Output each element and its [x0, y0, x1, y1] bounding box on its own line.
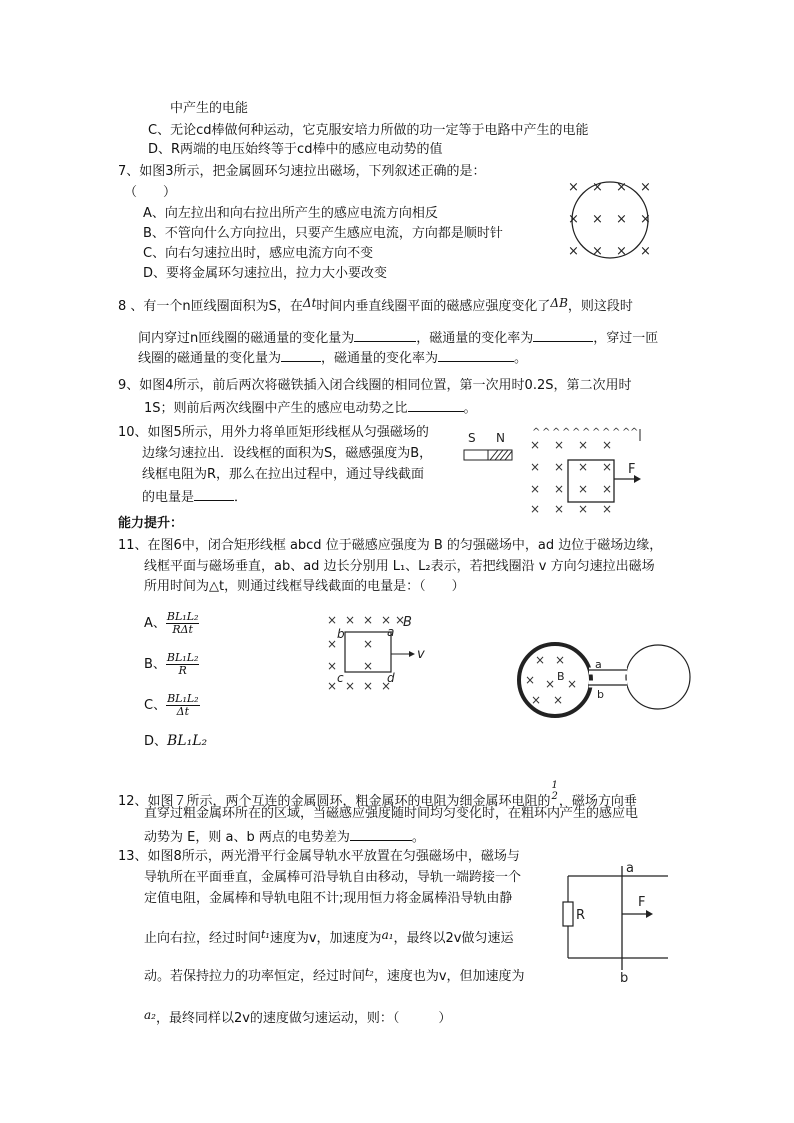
svg-text:×: × — [530, 438, 541, 452]
field-mark: × — [640, 212, 651, 227]
svg-text:×: × — [567, 677, 578, 691]
svg-text:×: × — [363, 679, 374, 693]
q6-line1: 中产生的电能 — [170, 101, 249, 116]
svg-text:×: × — [602, 482, 613, 496]
svg-text:^: ^ — [622, 427, 631, 438]
svg-text:×: × — [578, 482, 589, 496]
svg-text:×: × — [554, 502, 565, 516]
svg-text:×: × — [381, 679, 392, 693]
svg-text:×: × — [525, 673, 536, 687]
svg-text:^: ^ — [582, 427, 591, 438]
q13-line1: 13、如图8所示，两光滑平行金属导轨水平放置在匀强磁场中，磁场与 — [118, 849, 520, 864]
delta-t: Δt — [302, 296, 317, 310]
resistor — [563, 902, 573, 926]
svg-text:×: × — [363, 637, 374, 651]
field-marks — [525, 653, 577, 707]
formula: $\frac{\text{BL₁L₂}}{\text{RΔt}}$ — [166, 610, 199, 636]
answer-blank — [408, 398, 464, 412]
field-mark: × — [616, 180, 627, 195]
field-mark: × — [568, 212, 579, 227]
q11-line3: 所用时间为△t，则通过线框导线截面的电量是：（ ） — [144, 579, 465, 594]
svg-text:×: × — [327, 679, 338, 693]
svg-text:×: × — [535, 653, 546, 667]
q9-line1: 9、如图4所示，前后两次将磁铁插入闭合线圈的相同位置，第一次用时0.2S，第二次用时 — [118, 378, 632, 393]
q12-line1: 12、如图７所示，两个互连的金属圆环，粗金属环的电阻为细金属环电阻的 1 2 ，磁场方向垂 — [118, 780, 637, 809]
label-c: c — [337, 671, 344, 685]
q9-line2: 1S；则前后两次线圈中产生的感应电动势之比 。 — [144, 398, 477, 418]
top-edge-marks — [532, 427, 638, 438]
label-b: b — [337, 627, 345, 641]
field-mark: × — [592, 212, 603, 227]
svg-text:×: × — [530, 482, 541, 496]
figure-4-magnet — [462, 428, 522, 468]
figure-3-ring-in-field — [560, 175, 660, 270]
q7-option-a: A、向左拉出和向右拉出所产生的感应电流方向相反 — [143, 206, 438, 221]
q10-line4: 的电量是 ． — [142, 487, 247, 507]
field-mark: × — [568, 244, 579, 259]
svg-text:^: ^ — [602, 427, 611, 438]
answer-blank — [350, 827, 412, 841]
svg-text:×: × — [530, 502, 541, 516]
svg-text:×: × — [602, 438, 613, 452]
field-marks — [568, 180, 651, 259]
svg-text:×: × — [327, 637, 338, 651]
formula-one-half: 1 2 — [551, 780, 558, 802]
q11-option-c: C、 $\frac{\text{BL₁L₂}}{\Delta t}$ — [144, 692, 199, 718]
svg-text:^: ^ — [542, 427, 551, 438]
svg-text:×: × — [578, 438, 589, 452]
q13-line2: 导轨所在平面垂直，金属棒可沿导轨自由移动，导轨一端跨接一个 — [144, 870, 522, 885]
q8-line2: 间内穿过n匝线圈的磁通量的变化量为 ，磁通量的变化率为 ，穿过一匝 — [138, 328, 658, 348]
force-label: F — [628, 462, 636, 477]
field-mark: × — [616, 212, 627, 227]
answer-blank — [438, 348, 514, 362]
q10-line1: 10、如图5所示，用外力将单匝矩形线框从匀强磁场的 — [118, 425, 429, 440]
figure-7-two-rings — [515, 640, 695, 720]
q7-stem: 7、如图3所示，把金属圆环匀速拉出磁场，下列叙述正确的是： — [118, 164, 486, 179]
answer-blank — [533, 328, 593, 342]
svg-text:×: × — [554, 460, 565, 474]
q11-line1: 11、在图6中，闭合矩形线框 abcd 位于磁感应强度为 B 的匀强磁场中，ad 边位于磁场边缘， — [118, 538, 663, 553]
field-mark: × — [616, 244, 627, 259]
label-a: a — [595, 658, 602, 671]
svg-text:×: × — [553, 693, 564, 707]
svg-text:×: × — [602, 502, 613, 516]
svg-text:×: × — [531, 693, 542, 707]
figure-6-abcd-frame — [325, 612, 435, 694]
svg-text:×: × — [554, 482, 565, 496]
q11-option-a: A、 $\frac{\text{BL₁L₂}}{\text{RΔt}}$ — [144, 610, 199, 636]
answer-blank — [281, 348, 321, 362]
q10-line2: 边缘匀速拉出．设线框的面积为S，磁感强度为B， — [142, 446, 433, 461]
section-title: 能力提升： — [118, 516, 184, 531]
field-marks — [530, 438, 612, 516]
svg-text:^: ^ — [612, 427, 621, 438]
svg-text:×: × — [602, 460, 613, 474]
metal-ring — [572, 182, 648, 258]
svg-text:×: × — [363, 613, 374, 627]
svg-text:×: × — [555, 653, 566, 667]
svg-text:×: × — [578, 502, 589, 516]
field-mark: × — [568, 180, 579, 195]
svg-text:^: ^ — [592, 427, 601, 438]
q13-line4: 止向右拉，经过时间$^{t_1}$速度为v，加速度为a₁，最终以2v做匀速运 — [144, 928, 514, 946]
formula: $\frac{\text{BL₁L₂}}{\Delta t}$ — [167, 692, 199, 718]
svg-text:×: × — [530, 460, 541, 474]
label-F: F — [638, 895, 646, 910]
q7-paren: （ ） — [124, 185, 177, 200]
q7-option-c: C、向右匀速拉出时，感应电流方向不变 — [143, 246, 374, 261]
q13-line6: a₂，最终同样以2v的速度做匀速运动，则：（ ） — [144, 1008, 452, 1026]
answer-blank — [354, 328, 416, 342]
delta-b: ΔB — [550, 296, 568, 310]
svg-text:^: ^ — [630, 427, 639, 438]
label-b: b — [597, 688, 604, 701]
label-d: d — [387, 671, 395, 685]
svg-text:×: × — [381, 613, 392, 627]
svg-text:×: × — [554, 438, 565, 452]
svg-text:×: × — [545, 677, 556, 691]
svg-text:×: × — [395, 613, 406, 627]
q11-line2: 线框平面与磁场垂直，ab、ad 边长分别用 L₁、L₂表示，若把线圈沿 v 方向匀速拉出磁场 — [144, 559, 655, 574]
svg-text:×: × — [345, 679, 356, 693]
svg-text:×: × — [327, 613, 338, 627]
svg-text:^: ^ — [552, 427, 561, 438]
thin-ring — [626, 645, 690, 709]
label-B: B — [557, 670, 565, 683]
svg-text:×: × — [327, 659, 338, 673]
q10-line3: 线框电阻为R，那么在拉出过程中，通过导线截面 — [142, 467, 425, 482]
field-mark: × — [592, 180, 603, 195]
magnet-n-label: N — [496, 431, 505, 445]
field-mark: × — [592, 244, 603, 259]
q8-line3: 线圈的磁通量的变化量为 ，磁通量的变化率为 。 — [138, 348, 527, 368]
q6-option-d: D、R两端的电压始终等于cd棒中的感应电动势的值 — [148, 142, 443, 157]
q13-line3: 定值电阻，金属棒和导轨电阻不计;现用恒力将金属棒沿导轨由静 — [144, 891, 513, 906]
field-mark: × — [640, 244, 651, 259]
field-mark: × — [640, 180, 651, 195]
svg-text:×: × — [345, 613, 356, 627]
q8-line1: 8 、有一个n匝线圈面积为S，在Δt时间内垂直线圈平面的磁感应强度变化了ΔB，则这段时 — [118, 296, 633, 314]
label-v: v — [417, 647, 425, 662]
label-b: b — [620, 971, 629, 986]
q7-option-d: D、要将金属环匀速拉出，拉力大小要改变 — [143, 266, 388, 281]
svg-text:^: ^ — [562, 427, 571, 438]
q7-option-b: B、不管向什么方向拉出，只要产生感应电流，方向都是顺时针 — [143, 226, 503, 241]
label-a: a — [387, 625, 395, 639]
svg-text:^: ^ — [532, 427, 541, 438]
formula: $\frac{\text{BL₁L₂}}{R}$ — [166, 651, 199, 677]
figure-5-frame-in-field — [522, 425, 672, 520]
q11-option-d: D、BL₁L₂ — [144, 733, 208, 749]
q13-line5: 动。若保持拉力的功率恒定，经过时间$^{t_2}$，速度也为v，但加速度为 — [144, 966, 525, 984]
svg-text:×: × — [578, 460, 589, 474]
svg-text:^: ^ — [572, 427, 581, 438]
q6-option-c: C、无论cd棒做何种运动，它克服安培力所做的功一定等于电路中产生的电能 — [148, 123, 589, 138]
label-B: B — [403, 615, 412, 630]
svg-text:×: × — [363, 659, 374, 673]
q11-option-b: B、 $\frac{\text{BL₁L₂}}{R}$ — [144, 651, 199, 677]
figure-8-rails-resistor — [556, 858, 676, 988]
q12-line2: 直穿过粗金属环所在的区域，当磁感应强度随时间均匀变化时，在粗环内产生的感应电 — [144, 806, 639, 821]
answer-blank — [194, 487, 234, 501]
q12-line3: 动势为 E，则 a、b 两点的电势差为 。 — [144, 827, 425, 847]
label-a: a — [626, 861, 634, 876]
label-R: R — [576, 908, 586, 923]
magnet-s-label: S — [468, 431, 476, 445]
